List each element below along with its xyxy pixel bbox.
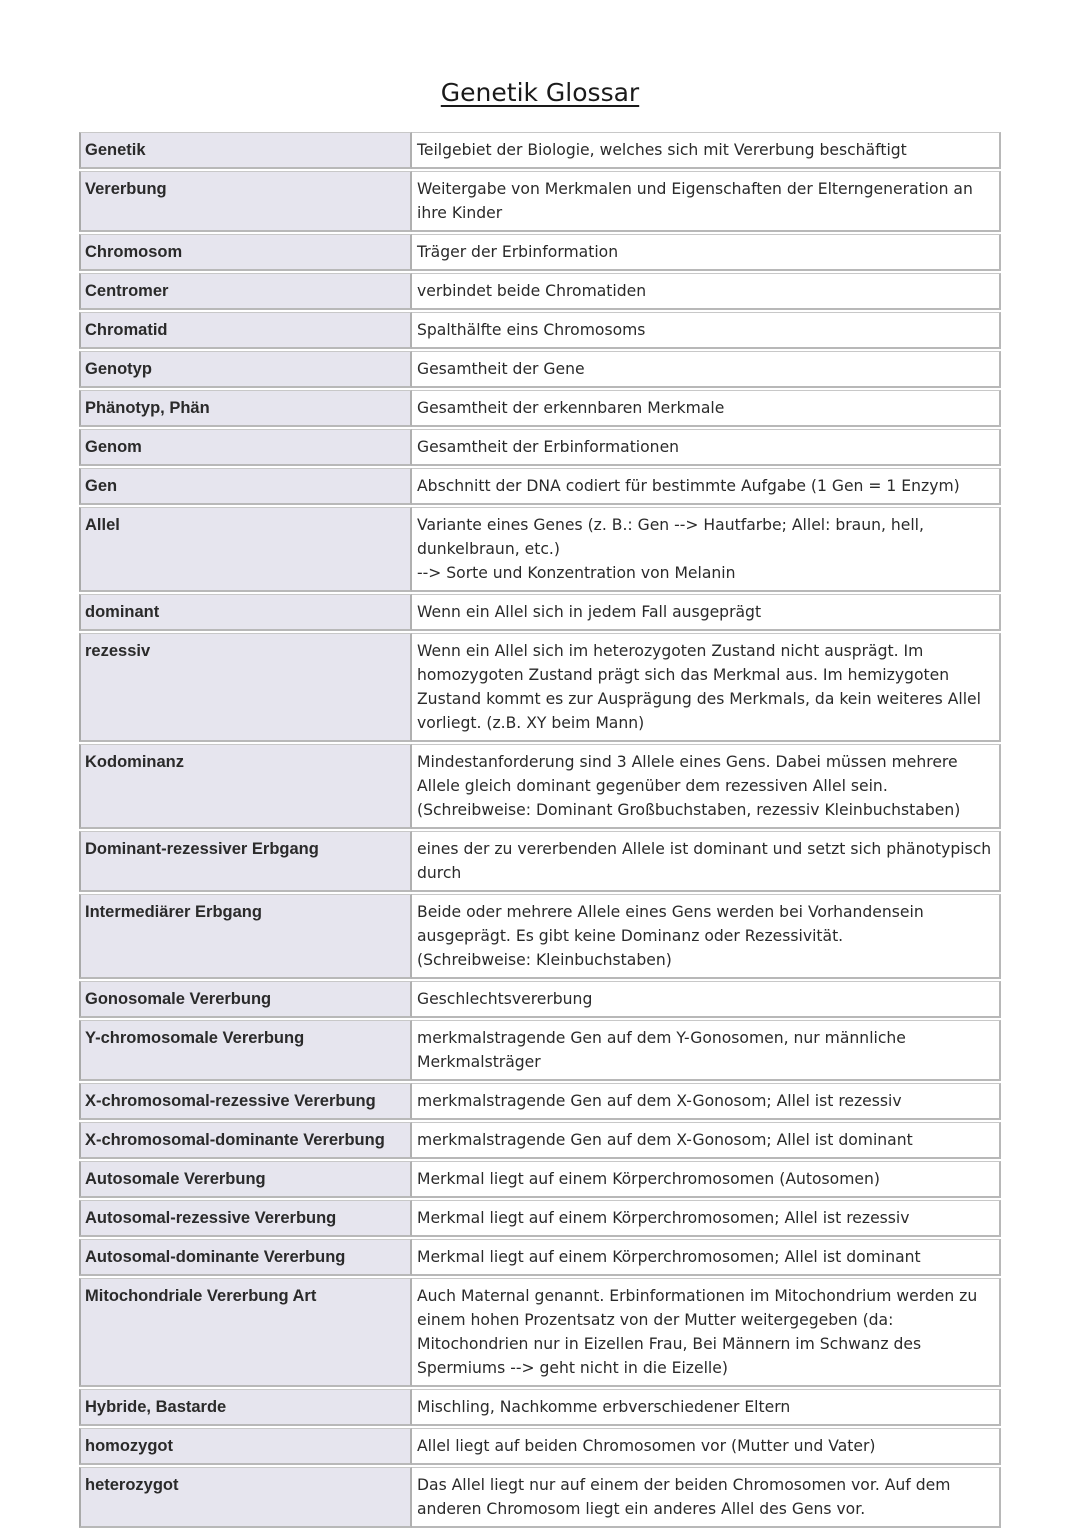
glossary-definition (412, 429, 1001, 466)
glossary-definition (412, 1467, 1001, 1528)
definition-line: verbindet beide Chromatiden (417, 282, 647, 300)
glossary-row (79, 468, 1001, 505)
definition-line: (Schreibweise: Dominant Großbuchstaben, rezessiv Kleinbuchstaben) (417, 801, 961, 819)
glossary-row (79, 1467, 1001, 1528)
glossary-definition (412, 1278, 1001, 1387)
glossary-definition (412, 1389, 1001, 1426)
glossary-definition (412, 390, 1001, 427)
definition-line: merkmalstragende Gen auf dem X-Gonosom; Allel ist rezessiv (417, 1092, 902, 1110)
glossary-term: homozygot (79, 1428, 412, 1465)
glossary-term: dominant (79, 594, 412, 631)
definition-line: Merkmal liegt auf einem Körperchromosomen (Autosomen) (417, 1170, 880, 1188)
definition-line: Gesamtheit der Gene (417, 360, 585, 378)
glossary-term: Hybride, Bastarde (79, 1389, 412, 1426)
glossary-term: Genotyp (79, 351, 412, 388)
glossary-term: X-chromosomal-rezessive Vererbung (79, 1083, 412, 1120)
glossary-term: Gonosomale Vererbung (79, 981, 412, 1018)
glossary-row (79, 594, 1001, 631)
glossary-term: Gen (79, 468, 412, 505)
glossary-body (79, 132, 1001, 1528)
definition-line: Auch Maternal genannt. Erbinformationen im Mitochondrium werden zu einem hohen Prozentsatz von der Mutter weitergegeben (da: Mitochondrien nur in Eizellen Frau, Bei Männern im Schwanz des Spermiums --> geht nicht in die Eizelle) (417, 1287, 978, 1377)
glossary-term: Centromer (79, 273, 412, 310)
glossary-term: Chromosom (79, 234, 412, 271)
glossary-definition (412, 1200, 1001, 1237)
glossary-row (79, 1020, 1001, 1081)
glossary-term: rezessiv (79, 633, 412, 742)
glossary-row (79, 1389, 1001, 1426)
glossary-row (79, 273, 1001, 310)
glossary-row (79, 981, 1001, 1018)
glossary-term: Kodominanz (79, 744, 412, 829)
glossary-table (79, 130, 1001, 1530)
glossary-row (79, 744, 1001, 829)
definition-line: Gesamtheit der erkennbaren Merkmale (417, 399, 725, 417)
definition-line: Wenn ein Allel sich in jedem Fall ausgeprägt (417, 603, 762, 621)
glossary-definition (412, 351, 1001, 388)
definition-line: Merkmal liegt auf einem Körperchromosomen; Allel ist rezessiv (417, 1209, 910, 1227)
glossary-row (79, 1278, 1001, 1387)
glossary-definition (412, 1239, 1001, 1276)
page-title: Genetik Glossar (440, 78, 640, 107)
glossary-definition (412, 831, 1001, 892)
glossary-term: Allel (79, 507, 412, 592)
glossary-definition (412, 981, 1001, 1018)
definition-line: Geschlechtsvererbung (417, 990, 593, 1008)
definition-line: Variante eines Genes (z. B.: Gen --> Hautfarbe; Allel: braun, hell, dunkelbraun, etc.) (417, 516, 924, 558)
glossary-row (79, 831, 1001, 892)
glossary-term: Genom (79, 429, 412, 466)
definition-line: Teilgebiet der Biologie, welches sich mit Vererbung beschäftigt (417, 141, 907, 159)
glossary-term: heterozygot (79, 1467, 412, 1528)
definition-line: Merkmal liegt auf einem Körperchromosomen; Allel ist dominant (417, 1248, 921, 1266)
glossary-term: Mitochondriale Vererbung Art (79, 1278, 412, 1387)
definition-line: merkmalstragende Gen auf dem X-Gonosom; Allel ist dominant (417, 1131, 913, 1149)
glossary-definition (412, 312, 1001, 349)
glossary-definition (412, 894, 1001, 979)
definition-line: Mischling, Nachkomme erbverschiedener Eltern (417, 1398, 791, 1416)
glossary-term: Phänotyp, Phän (79, 390, 412, 427)
definition-line: Weitergabe von Merkmalen und Eigenschaften der Elterngeneration an ihre Kinder (417, 180, 973, 222)
glossary-row (79, 351, 1001, 388)
glossary-definition (412, 1083, 1001, 1120)
definition-line: --> Sorte und Konzentration von Melanin (417, 564, 736, 582)
glossary-term: Intermediärer Erbgang (79, 894, 412, 979)
glossary-row (79, 1239, 1001, 1276)
definition-line: eines der zu vererbenden Allele ist dominant und setzt sich phänotypisch durch (417, 840, 992, 882)
glossary-definition (412, 1020, 1001, 1081)
definition-line: Allel liegt auf beiden Chromosomen vor (Mutter und Vater) (417, 1437, 876, 1455)
glossary-row (79, 171, 1001, 232)
glossary-term: Autosomal-dominante Vererbung (79, 1239, 412, 1276)
glossary-row (79, 1083, 1001, 1120)
glossary-row (79, 633, 1001, 742)
definition-line: Wenn ein Allel sich im heterozygoten Zustand nicht ausprägt. Im homozygoten Zustand prägt sich das Merkmal aus. Im hemizygoten Zustand kommt es zur Ausprägung des Merkmals, da kein weiteres Allel vorliegt. (z.B. XY beim Mann) (417, 642, 981, 732)
definition-line: Gesamtheit der Erbinformationen (417, 438, 680, 456)
glossary-term: Y-chromosomale Vererbung (79, 1020, 412, 1081)
definition-line: Abschnitt der DNA codiert für bestimmte Aufgabe (1 Gen = 1 Enzym) (417, 477, 960, 495)
glossary-definition (412, 507, 1001, 592)
glossary-definition (412, 633, 1001, 742)
glossary-definition (412, 594, 1001, 631)
glossary-row (79, 390, 1001, 427)
glossary-definition (412, 1161, 1001, 1198)
glossary-term: Vererbung (79, 171, 412, 232)
glossary-definition (412, 132, 1001, 169)
definition-line: (Schreibweise: Kleinbuchstaben) (417, 951, 672, 969)
definition-line: Spalthälfte eins Chromosoms (417, 321, 646, 339)
glossary-term: Autosomal-rezessive Vererbung (79, 1200, 412, 1237)
definition-line: Mindestanforderung sind 3 Allele eines Gens. Dabei müssen mehrere Allele gleich dominant gegenüber dem rezessiven Allel sein. (417, 753, 958, 795)
glossary-definition (412, 1428, 1001, 1465)
glossary-row (79, 1161, 1001, 1198)
glossary-definition (412, 171, 1001, 232)
definition-line: merkmalstragende Gen auf dem Y-Gonosomen, nur männliche Merkmalsträger (417, 1029, 906, 1071)
definition-line: Träger der Erbinformation (417, 243, 619, 261)
glossary-term: Chromatid (79, 312, 412, 349)
glossary-definition (412, 744, 1001, 829)
glossary-definition (412, 234, 1001, 271)
definition-line: Beide oder mehrere Allele eines Gens werden bei Vorhandensein ausgeprägt. Es gibt keine Dominanz oder Rezessivität. (417, 903, 924, 945)
glossary-row (79, 429, 1001, 466)
glossary-row (79, 132, 1001, 169)
glossary-definition (412, 468, 1001, 505)
glossary-row (79, 507, 1001, 592)
glossary-term: Autosomale Vererbung (79, 1161, 412, 1198)
glossary-row (79, 312, 1001, 349)
glossary-definition (412, 273, 1001, 310)
glossary-term: X-chromosomal-dominante Vererbung (79, 1122, 412, 1159)
glossary-definition (412, 1122, 1001, 1159)
glossary-term: Genetik (79, 132, 412, 169)
glossary-row (79, 234, 1001, 271)
glossary-row (79, 1428, 1001, 1465)
definition-line: Das Allel liegt nur auf einem der beiden Chromosomen vor. Auf dem anderen Chromosom liegt ein anderes Allel des Gens vor. (417, 1476, 951, 1518)
glossary-row (79, 894, 1001, 979)
glossary-row (79, 1122, 1001, 1159)
glossary-row (79, 1200, 1001, 1237)
glossary-term: Dominant-rezessiver Erbgang (79, 831, 412, 892)
